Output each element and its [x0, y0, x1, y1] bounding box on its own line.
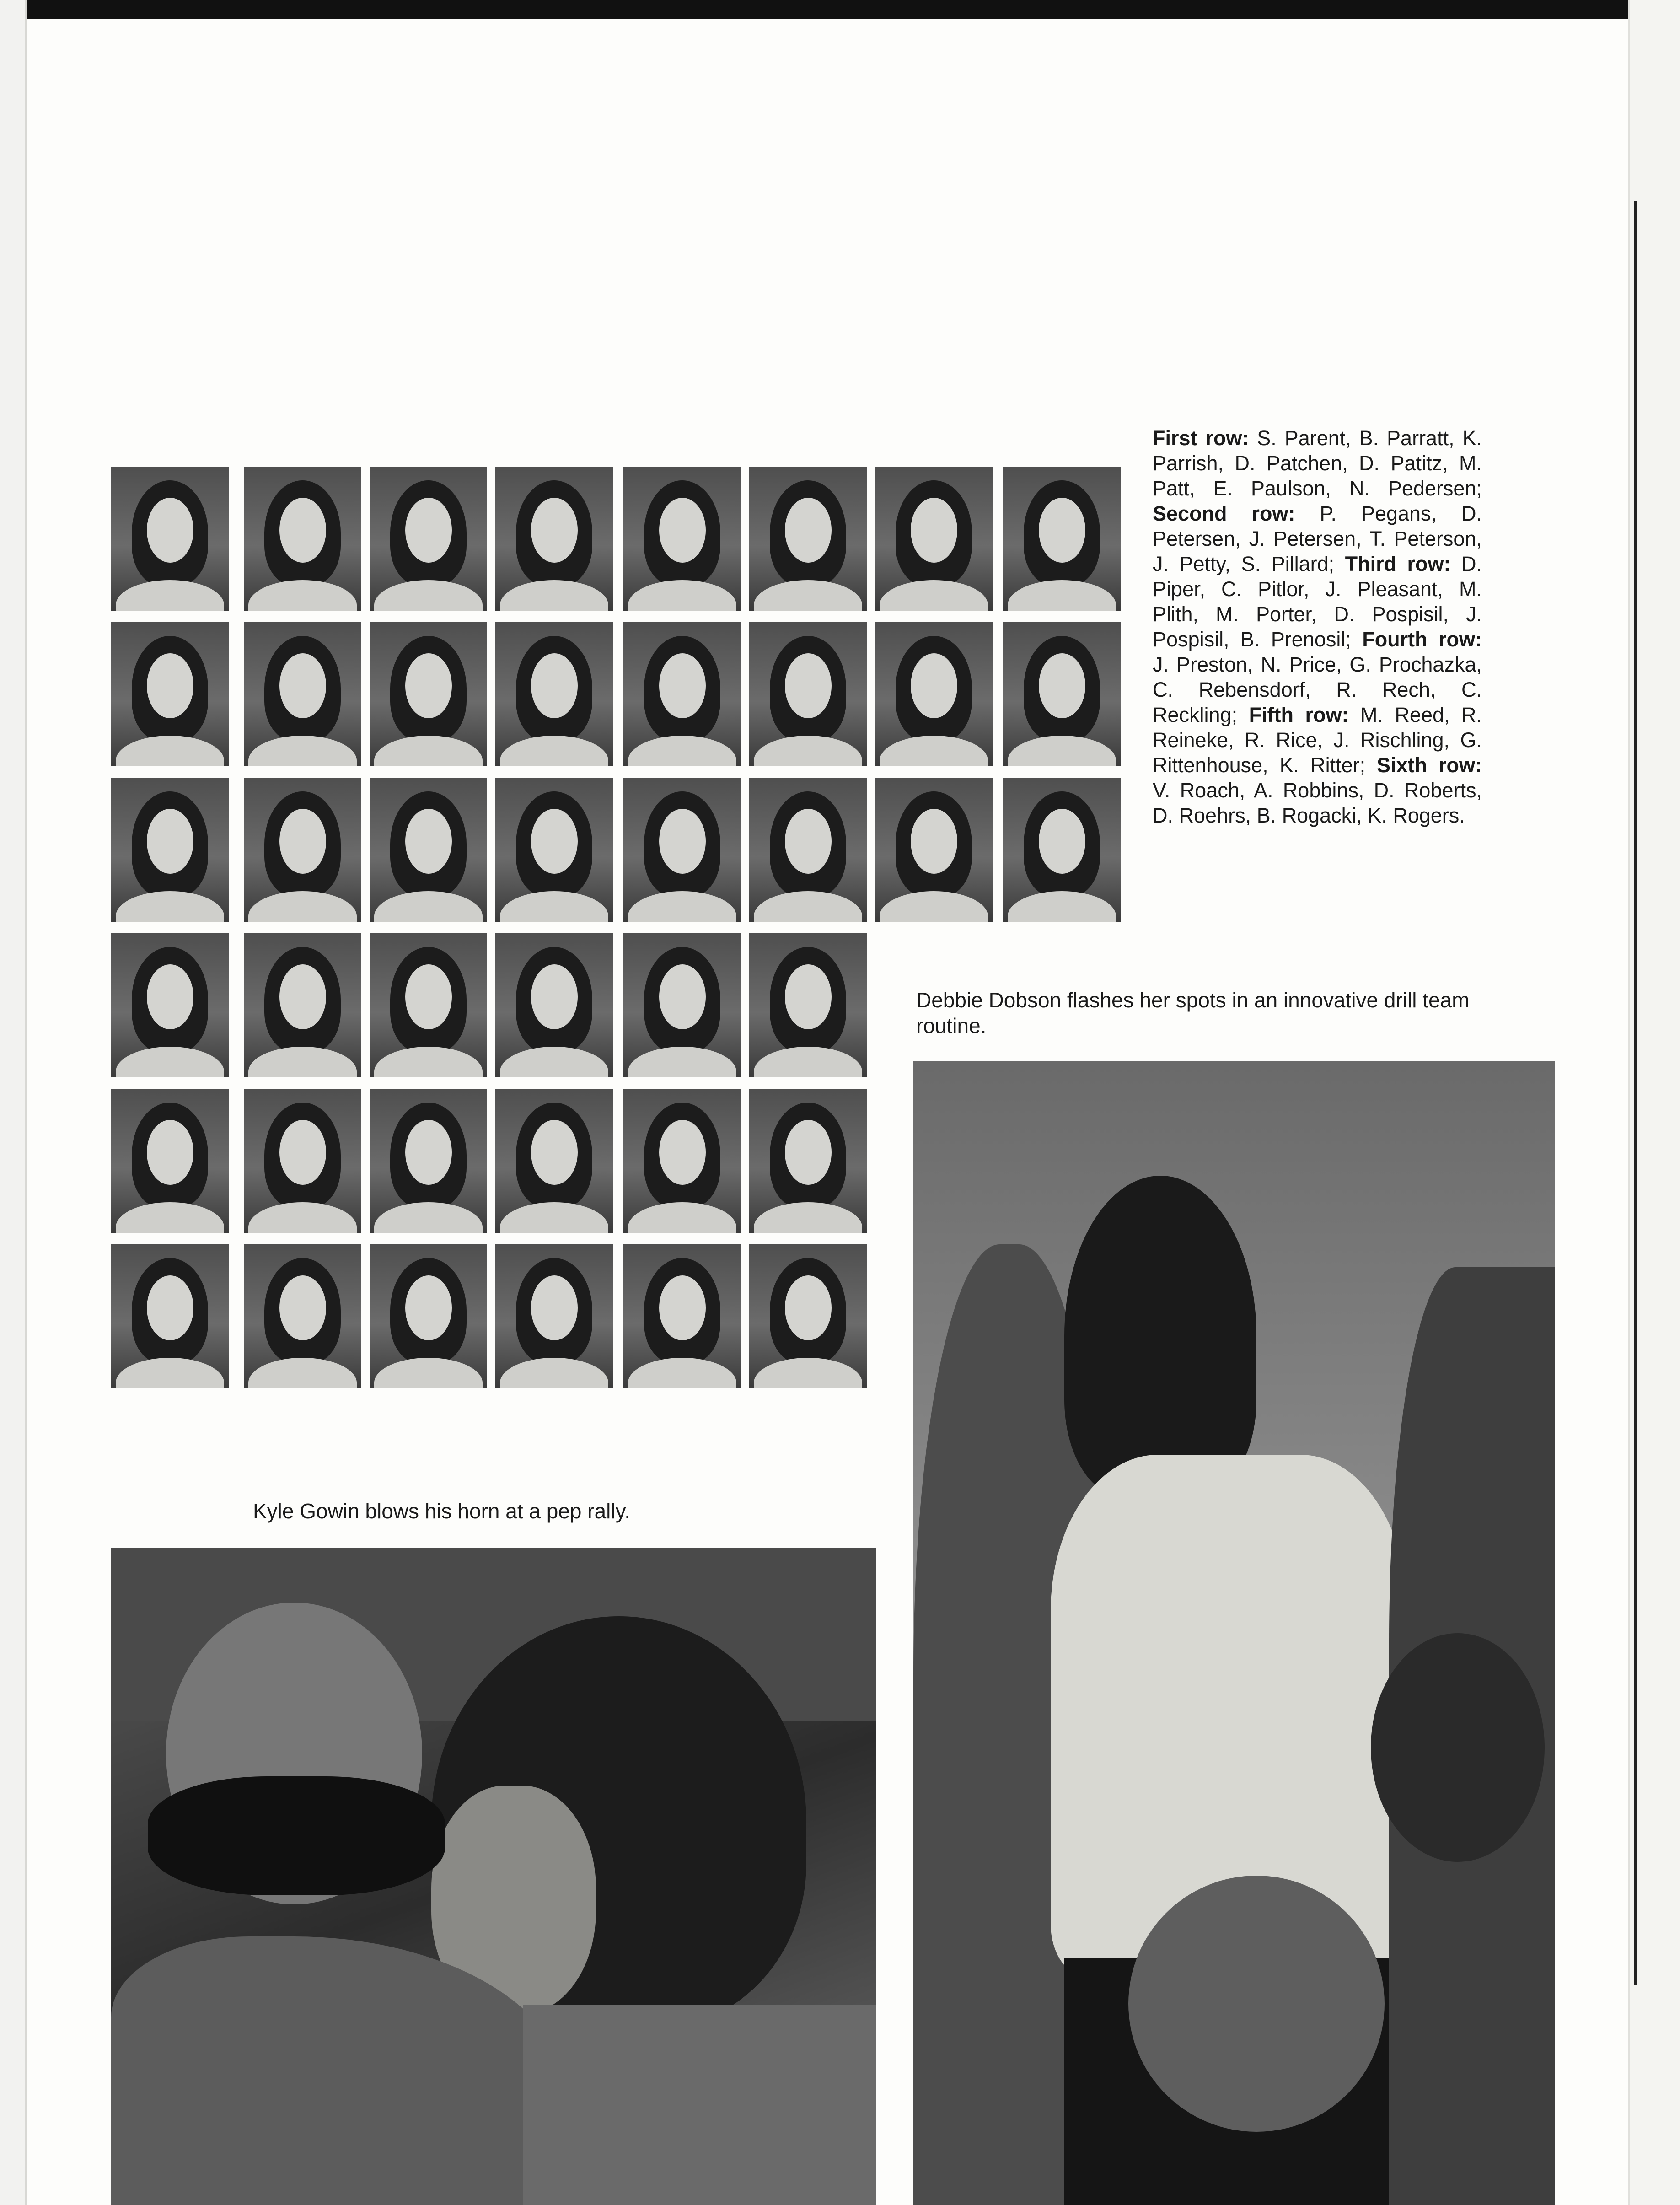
- portrait-shoulders: [500, 580, 608, 611]
- row-names-6: V. Roach, A. Robbins, D. Roberts, D. Roehrs, B. Rogacki, K. Rogers.: [1153, 779, 1482, 827]
- portrait-face: [785, 1275, 832, 1340]
- row-names-3: D. Piper, C. Pitlor, J. Pleasant, M. Plith, M. Porter, D. Pospisil, J. Pospisil, B. Prenosil;: [1153, 552, 1482, 651]
- portrait-shoulders: [754, 1202, 862, 1233]
- portrait-shoulders: [374, 736, 483, 766]
- student-portrait: [244, 778, 361, 922]
- portrait-face: [531, 1275, 578, 1340]
- row-label-4: Fourth row:: [1362, 628, 1482, 651]
- row-label-3: Third row:: [1345, 552, 1451, 575]
- portrait-face: [405, 964, 452, 1029]
- portrait-shoulders: [754, 1358, 862, 1388]
- portrait-shoulders: [500, 1047, 608, 1077]
- portrait-shoulders: [1008, 891, 1116, 922]
- student-portrait: [370, 467, 487, 611]
- student-portrait: [111, 622, 229, 766]
- student-portrait: [111, 467, 229, 611]
- portrait-face: [279, 1275, 326, 1340]
- portrait-shoulders: [500, 1202, 608, 1233]
- student-portrait: [1003, 622, 1121, 766]
- portrait-shoulders: [248, 1047, 357, 1077]
- portrait-face: [531, 964, 578, 1029]
- portrait-shoulders: [754, 1047, 862, 1077]
- portrait-shoulders: [116, 891, 224, 922]
- pep-photo-caption: Kyle Gowin blows his horn at a pep rally.: [253, 1499, 630, 1523]
- student-portrait: [370, 933, 487, 1077]
- student-portrait: [749, 933, 867, 1077]
- portrait-shoulders: [754, 736, 862, 766]
- student-portrait: [370, 778, 487, 922]
- portrait-face: [405, 1275, 452, 1340]
- student-portrait: [495, 622, 613, 766]
- portrait-face: [531, 1120, 578, 1185]
- student-portrait: [370, 1244, 487, 1388]
- portrait-shoulders: [880, 580, 988, 611]
- drill-photo-right-disc: [1371, 1633, 1545, 1862]
- student-portrait: [370, 1089, 487, 1233]
- portrait-face: [405, 498, 452, 563]
- student-portrait: [495, 1089, 613, 1233]
- student-portrait: [749, 1244, 867, 1388]
- portrait-shoulders: [116, 580, 224, 611]
- student-portrait: [111, 933, 229, 1077]
- portrait-shoulders: [248, 736, 357, 766]
- portrait-shoulders: [116, 1047, 224, 1077]
- portrait-face: [1039, 653, 1085, 718]
- portrait-shoulders: [248, 1358, 357, 1388]
- portrait-face: [147, 653, 193, 718]
- portrait-face: [279, 809, 326, 874]
- student-portrait: [111, 778, 229, 922]
- portrait-face: [785, 964, 832, 1029]
- pep-photo-horn: [148, 1776, 445, 1895]
- portrait-face: [659, 498, 706, 563]
- portrait-shoulders: [1008, 580, 1116, 611]
- student-portrait: [495, 1244, 613, 1388]
- binding-edge: [0, 0, 27, 2205]
- drill-photo-center-dancer-hair: [1064, 1176, 1256, 1496]
- portrait-shoulders: [374, 1047, 483, 1077]
- student-portrait: [749, 467, 867, 611]
- portrait-shoulders: [116, 1202, 224, 1233]
- portrait-shoulders: [374, 580, 483, 611]
- portrait-face: [785, 1120, 832, 1185]
- student-portrait: [875, 467, 993, 611]
- portrait-shoulders: [628, 736, 736, 766]
- page-edge-rule: [1634, 201, 1637, 1985]
- row-names-1: S. Parent, B. Parratt, K. Parrish, D. Patchen, D. Patitz, M. Patt, E. Paulson, N. Pedersen;: [1153, 426, 1482, 500]
- portrait-face: [279, 1120, 326, 1185]
- portrait-face: [405, 809, 452, 874]
- portrait-face: [531, 653, 578, 718]
- portrait-shoulders: [116, 1358, 224, 1388]
- portrait-shoulders: [248, 891, 357, 922]
- student-portrait: [244, 1244, 361, 1388]
- portrait-shoulders: [628, 1047, 736, 1077]
- portrait-face: [911, 498, 957, 563]
- drill-photo-spot-disc: [1128, 1876, 1385, 2132]
- portrait-shoulders: [628, 1202, 736, 1233]
- portrait-shoulders: [880, 736, 988, 766]
- portrait-shoulders: [628, 580, 736, 611]
- student-portrait: [749, 622, 867, 766]
- pep-photo-shoulder: [523, 2005, 876, 2205]
- portrait-face: [785, 653, 832, 718]
- student-portrait: [875, 622, 993, 766]
- row-names-4: J. Preston, N. Price, G. Prochazka, C. Rebensdorf, R. Rech, C. Reckling;: [1153, 653, 1482, 726]
- portrait-face: [531, 498, 578, 563]
- student-portrait: [111, 1089, 229, 1233]
- portrait-face: [659, 653, 706, 718]
- portrait-face: [147, 498, 193, 563]
- names-caption: [1153, 425, 1482, 828]
- row-names-2: P. Pegans, D. Petersen, J. Petersen, T. Peterson, J. Petty, S. Pillard;: [1153, 502, 1482, 575]
- portrait-shoulders: [374, 891, 483, 922]
- student-portrait: [623, 467, 741, 611]
- student-portrait: [495, 778, 613, 922]
- row-names-5: M. Reed, R. Reineke, R. Rice, J. Rischling, G. Rittenhouse, K. Ritter;: [1153, 703, 1482, 777]
- portrait-face: [147, 1120, 193, 1185]
- scan-top-border: [0, 0, 1680, 19]
- portrait-face: [147, 1275, 193, 1340]
- portrait-face: [531, 809, 578, 874]
- student-portrait: [623, 778, 741, 922]
- portrait-face: [147, 809, 193, 874]
- portrait-shoulders: [754, 891, 862, 922]
- portrait-shoulders: [500, 1358, 608, 1388]
- portrait-shoulders: [754, 580, 862, 611]
- portrait-face: [405, 653, 452, 718]
- portrait-face: [911, 809, 957, 874]
- portrait-face: [1039, 809, 1085, 874]
- portrait-shoulders: [628, 891, 736, 922]
- portrait-shoulders: [116, 736, 224, 766]
- student-portrait: [749, 778, 867, 922]
- student-portrait: [1003, 778, 1121, 922]
- student-portrait: [370, 622, 487, 766]
- portrait-shoulders: [248, 580, 357, 611]
- portrait-face: [147, 964, 193, 1029]
- row-label-5: Fifth row:: [1249, 703, 1349, 726]
- student-portrait: [1003, 467, 1121, 611]
- row-label-2: Second row:: [1153, 502, 1295, 525]
- student-portrait: [244, 1089, 361, 1233]
- portrait-face: [279, 964, 326, 1029]
- portrait-face: [1039, 498, 1085, 563]
- portrait-face: [659, 964, 706, 1029]
- portrait-face: [405, 1120, 452, 1185]
- row-label-6: Sixth row:: [1377, 753, 1482, 777]
- portrait-shoulders: [880, 891, 988, 922]
- student-portrait: [623, 1244, 741, 1388]
- student-portrait: [244, 622, 361, 766]
- student-portrait: [244, 467, 361, 611]
- portrait-shoulders: [628, 1358, 736, 1388]
- portrait-shoulders: [500, 891, 608, 922]
- portrait-face: [279, 498, 326, 563]
- student-portrait: [875, 778, 993, 922]
- student-portrait: [749, 1089, 867, 1233]
- pep-rally-photo: [111, 1548, 876, 2205]
- portrait-shoulders: [500, 736, 608, 766]
- portrait-face: [785, 498, 832, 563]
- drill-photo-caption: Debbie Dobson flashes her spots in an innovative drill team routine.: [916, 988, 1470, 1038]
- portrait-shoulders: [248, 1202, 357, 1233]
- portrait-shoulders: [1008, 736, 1116, 766]
- portrait-face: [659, 1120, 706, 1185]
- portrait-shoulders: [374, 1202, 483, 1233]
- portrait-face: [785, 809, 832, 874]
- row-label-1: First row:: [1153, 426, 1249, 450]
- student-portrait: [111, 1244, 229, 1388]
- student-portrait: [495, 467, 613, 611]
- student-portrait: [623, 1089, 741, 1233]
- portrait-face: [279, 653, 326, 718]
- portrait-face: [911, 653, 957, 718]
- portrait-shoulders: [374, 1358, 483, 1388]
- student-portrait: [495, 933, 613, 1077]
- drill-team-photo: [913, 1061, 1555, 2205]
- student-portrait: [244, 933, 361, 1077]
- portrait-face: [659, 1275, 706, 1340]
- student-portrait: [623, 933, 741, 1077]
- student-portrait: [623, 622, 741, 766]
- portrait-face: [659, 809, 706, 874]
